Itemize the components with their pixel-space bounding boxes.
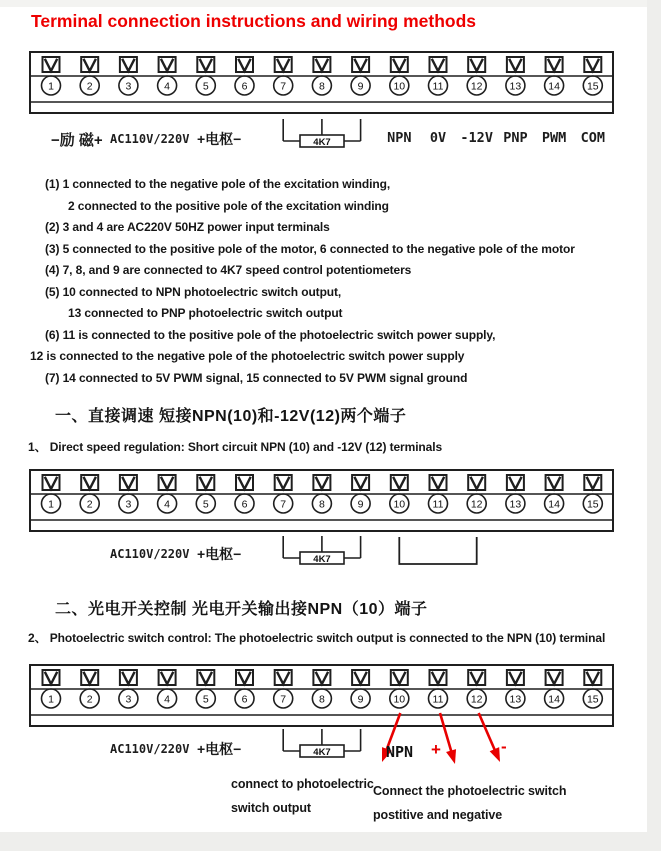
terminal-number: 3 (125, 498, 132, 511)
annotation-switch-output-line2: switch output (231, 801, 311, 815)
terminal-number: 5 (202, 693, 209, 706)
instruction-line: 12 is connected to the negative pole of the photoelectric switch power supply (30, 349, 465, 363)
terminal-number: 1 (48, 498, 54, 511)
annotation-polarity-line1: Connect the photoelectric switch (373, 784, 567, 798)
terminal-number: 4 (164, 80, 171, 93)
terminal-number: 12 (470, 80, 483, 93)
terminal-number: 7 (280, 80, 287, 93)
terminal-number: 14 (548, 80, 560, 93)
terminal-number: 6 (241, 693, 248, 706)
terminal-number: 2 (86, 498, 93, 511)
terminal-number: 3 (125, 693, 132, 706)
ac-power-label-1: AC110V/220V (110, 132, 190, 146)
terminal-number: 10 (393, 498, 406, 511)
red-pointer-line (479, 713, 497, 754)
terminal-number: 13 (509, 498, 522, 511)
terminal-number: 11 (432, 80, 444, 93)
instruction-line: 2 connected to the positive pole of the excitation winding (68, 198, 389, 213)
terminal-number: 10 (393, 80, 406, 93)
terminal-number: 12 (470, 693, 483, 706)
signal-label-pwm: PWM (541, 130, 567, 146)
terminal-number: 6 (241, 80, 248, 93)
instruction-line: (7) 14 connected to 5V PWM signal, 15 connected to 5V PWM signal ground (45, 370, 468, 385)
terminal-number: 10 (393, 693, 406, 706)
short-circuit-bracket (399, 537, 476, 564)
terminal-number: 7 (280, 693, 287, 706)
instruction-line: (3) 5 connected to the positive pole of the motor, 6 connected to the negative pole of the motor (45, 241, 575, 256)
red-arrowhead (490, 747, 500, 762)
annotation-polarity-line2: postitive and negative (373, 808, 503, 822)
terminal-number: 9 (357, 80, 364, 93)
instruction-line: (2) 3 and 4 are AC220V 50HZ power input terminals (45, 220, 330, 234)
signal-label-com: COM (580, 130, 605, 146)
plus-polarity-label: + (431, 740, 441, 759)
red-arrowhead (446, 749, 456, 764)
signal-label-12v: -12V (460, 130, 493, 146)
armature-label-2: +电枢− (197, 546, 242, 562)
potentiometer-value-label: 4K7 (313, 553, 331, 565)
instruction-line: (6) 11 is connected to the positive pole of the photoelectric switch power supply, (45, 327, 496, 342)
armature-label-1: +电枢− (197, 131, 242, 147)
terminal-number: 8 (318, 693, 325, 706)
instruction-line: (5) 10 connected to NPN photoelectric switch output, (45, 284, 342, 299)
terminal-number: 7 (280, 498, 287, 511)
signal-label-0v: 0V (429, 130, 447, 146)
terminal-number: 15 (586, 80, 599, 93)
terminal-number: 2 (86, 80, 93, 93)
terminal-number: 4 (164, 498, 171, 511)
terminal-number: 15 (586, 498, 599, 511)
section2-heading-cn: 二、光电开关控制 光电开关输出接NPN（10）端子 (55, 601, 428, 618)
terminal-number: 13 (509, 80, 522, 93)
red-pointer-line (440, 713, 452, 755)
minus-polarity-label: - (501, 737, 507, 756)
terminal-number: 4 (164, 693, 171, 706)
terminal-number: 6 (241, 498, 248, 511)
terminal-number: 5 (202, 80, 209, 93)
terminal-number: 9 (357, 693, 364, 706)
terminal-number: 1 (48, 80, 54, 93)
section1-heading-cn: 一、直接调速 短接NPN(10)和-12V(12)两个端子 (55, 408, 407, 425)
terminal-number: 1 (48, 693, 54, 706)
terminal-number: 3 (125, 80, 132, 93)
terminal-number: 13 (509, 693, 522, 706)
terminal-number: 5 (202, 498, 209, 511)
npn-terminal-label: NPN (386, 743, 414, 761)
section2-heading-en: 2、 Photoelectric switch control: The photoelectric switch output is connected to the NPN (10) terminal (28, 631, 606, 645)
terminal-number: 15 (586, 693, 599, 706)
instruction-line: 13 connected to PNP photoelectric switch output (68, 306, 343, 320)
potentiometer-value-label: 4K7 (313, 136, 331, 148)
page-edge-right (647, 0, 661, 851)
terminal-number: 2 (86, 693, 93, 706)
excitation-winding-label: −励 磁+ (51, 132, 103, 149)
terminal-number: 8 (318, 498, 325, 511)
ac-power-label-3: AC110V/220V (110, 742, 190, 756)
section1-heading-en: 1、 Direct speed regulation: Short circuit NPN (10) and -12V (12) terminals (28, 440, 443, 454)
potentiometer-value-label: 4K7 (313, 746, 331, 758)
annotation-switch-output-line1: connect to photoelectric (231, 777, 374, 791)
terminal-number: 11 (432, 693, 444, 706)
terminal-number: 14 (548, 498, 560, 511)
signal-label-pnp: PNP (503, 130, 528, 146)
ac-power-label-2: AC110V/220V (110, 547, 190, 561)
instruction-line: (1) 1 connected to the negative pole of the excitation winding, (45, 177, 391, 191)
armature-label-3: +电枢− (197, 741, 242, 757)
page-edge-bottom (0, 832, 661, 851)
terminal-number: 9 (357, 498, 364, 511)
signal-label-npn: NPN (387, 130, 412, 146)
page-edge-top (0, 0, 661, 7)
instruction-line: (4) 7, 8, and 9 are connected to 4K7 speed control potentiometers (45, 263, 412, 277)
terminal-number: 11 (432, 498, 444, 511)
terminal-number: 14 (548, 693, 560, 706)
terminal-number: 12 (470, 498, 483, 511)
terminal-number: 8 (318, 80, 325, 93)
page-title: Terminal connection instructions and wiring methods (31, 11, 476, 31)
